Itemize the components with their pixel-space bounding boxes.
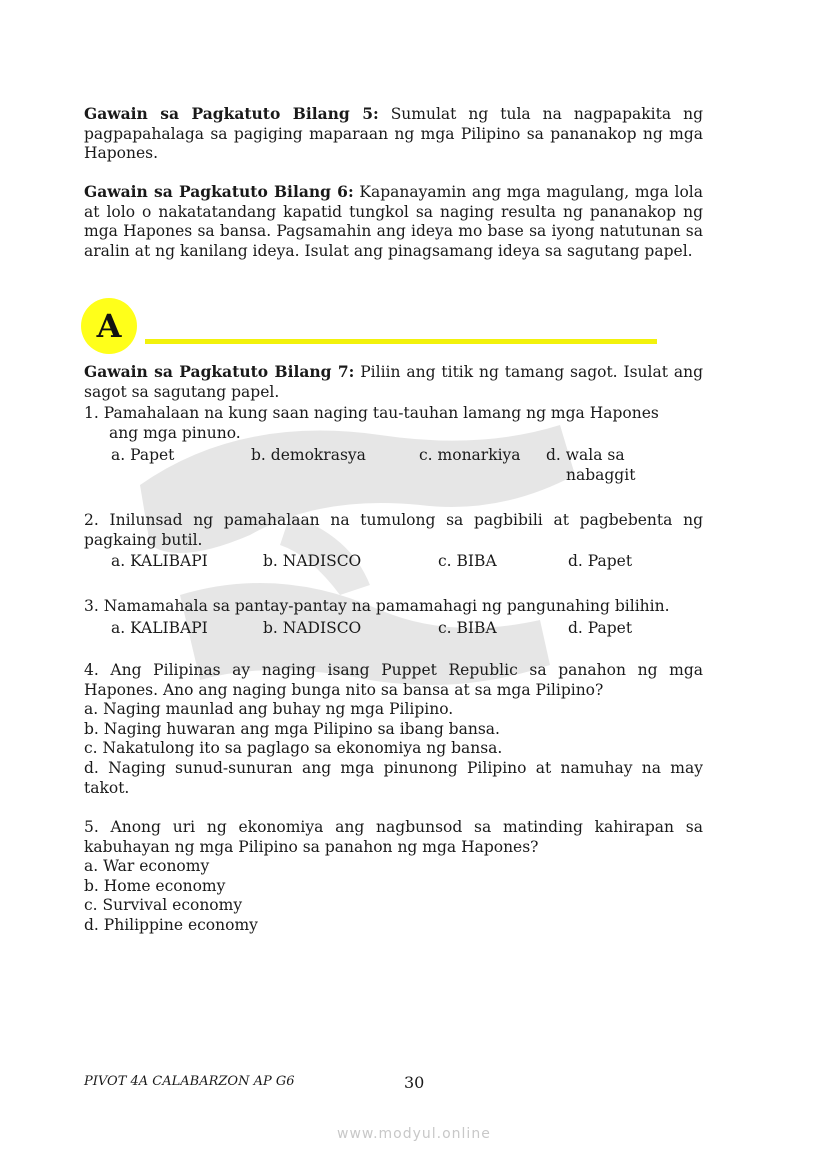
question-4-choice-c: c. Nakatulong ito sa paglago sa ekonomiya ng bansa. xyxy=(84,739,503,757)
question-5-text: 5. Anong uri ng ekonomiya ang nagbunsod sa matinding kahirapan sa kabuhayan ng mga Pilipino sa panahon ng mga Hapones? xyxy=(84,818,703,856)
question-2-choice-b: b. NADISCO xyxy=(263,552,362,570)
question-2-text: 2. Inilunsad ng pamahalaan na tumulong sa pagbibili at pagbebenta ng pagkaing butil. xyxy=(84,511,703,549)
question-3-choice-b: b. NADISCO xyxy=(263,619,362,637)
question-1-choice-d-continued: nabaggit xyxy=(566,466,636,484)
question-3-choice-d: d. Papet xyxy=(568,619,633,637)
question-3-choice-c: c. BIBA xyxy=(438,619,497,637)
site-watermark: www.modyul.online xyxy=(337,1126,491,1142)
section-letter: A xyxy=(96,307,122,345)
section-letter-badge xyxy=(81,298,137,354)
section-underline-bar xyxy=(145,339,657,344)
question-5-choice-a: a. War economy xyxy=(84,857,210,875)
question-4-text: 4. Ang Pilipinas ay naging isang Puppet Republic sa panahon ng mga Hapones. Ano ang naging bunga nito sa bansa at sa mga Pilipino? xyxy=(84,661,703,699)
question-2-choice-c: c. BIBA xyxy=(438,552,497,570)
page-number: 30 xyxy=(404,1073,425,1092)
question-1-choice-d: d. wala sa xyxy=(546,446,625,464)
question-1-choice-c: c. monarkiya xyxy=(419,446,521,464)
question-1-choice-b: b. demokrasya xyxy=(251,446,366,464)
gawain-7-paragraph xyxy=(84,362,703,402)
question-5-choice-c: c. Survival economy xyxy=(84,896,243,914)
gawain-5-paragraph xyxy=(84,104,703,164)
question-4-choice-b: b. Naging huwaran ang mga Pilipino sa ibang bansa. xyxy=(84,720,500,738)
question-3-text: 3. Namamahala sa pantay-pantay na pamamahagi ng pangunahing bilihin. xyxy=(84,597,670,615)
question-2-choice-a: a. KALIBAPI xyxy=(111,552,208,570)
gawain-5-label: Gawain sa Pagkatuto Bilang 5: xyxy=(84,104,379,123)
question-1-line-1: 1. Pamahalaan na kung saan naging tau-tauhan lamang ng mga Hapones xyxy=(84,404,659,422)
gawain-5-text: Sumulat ng tula na nagpapakita ng pagpapahalaga sa pagiging maparaan ng mga Pilipino sa pananakop ng mga Hapones. xyxy=(84,105,703,163)
question-2-choice-d: d. Papet xyxy=(568,552,633,570)
question-3-choice-a: a. KALIBAPI xyxy=(111,619,208,637)
question-1-choice-a: a. Papet xyxy=(111,446,175,464)
gawain-7-text: Piliin ang titik ng tamang sagot. Isulat ang sagot sa sagutang papel. xyxy=(84,363,703,401)
footer-module-title: PIVOT 4A CALABARZON AP G6 xyxy=(84,1074,295,1089)
question-4-choice-a: a. Naging maunlad ang buhay ng mga Pilipino. xyxy=(84,700,454,718)
question-4-choice-d: d. Naging sunud-sunuran ang mga pinunong Pilipino at namuhay na may takot. xyxy=(84,759,703,797)
gawain-7-label: Gawain sa Pagkatuto Bilang 7: xyxy=(84,362,355,381)
gawain-6-paragraph xyxy=(84,182,703,262)
question-1-line-2: ang mga pinuno. xyxy=(109,424,241,442)
question-5-choice-b: b. Home economy xyxy=(84,877,226,895)
gawain-6-label: Gawain sa Pagkatuto Bilang 6: xyxy=(84,182,354,201)
question-5-choice-d: d. Philippine economy xyxy=(84,916,258,934)
gawain-6-text: Kapanayamin ang mga magulang, mga lola at lolo o nakatatandang kapatid tungkol sa naging resulta ng pananakop ng mga Hapones sa bansa. Pagsamahin ang ideya mo base sa iyong natutunan sa aralin at ng kanilang ideya. Isulat ang pinagsamang ideya sa sagutang papel. xyxy=(84,183,703,261)
